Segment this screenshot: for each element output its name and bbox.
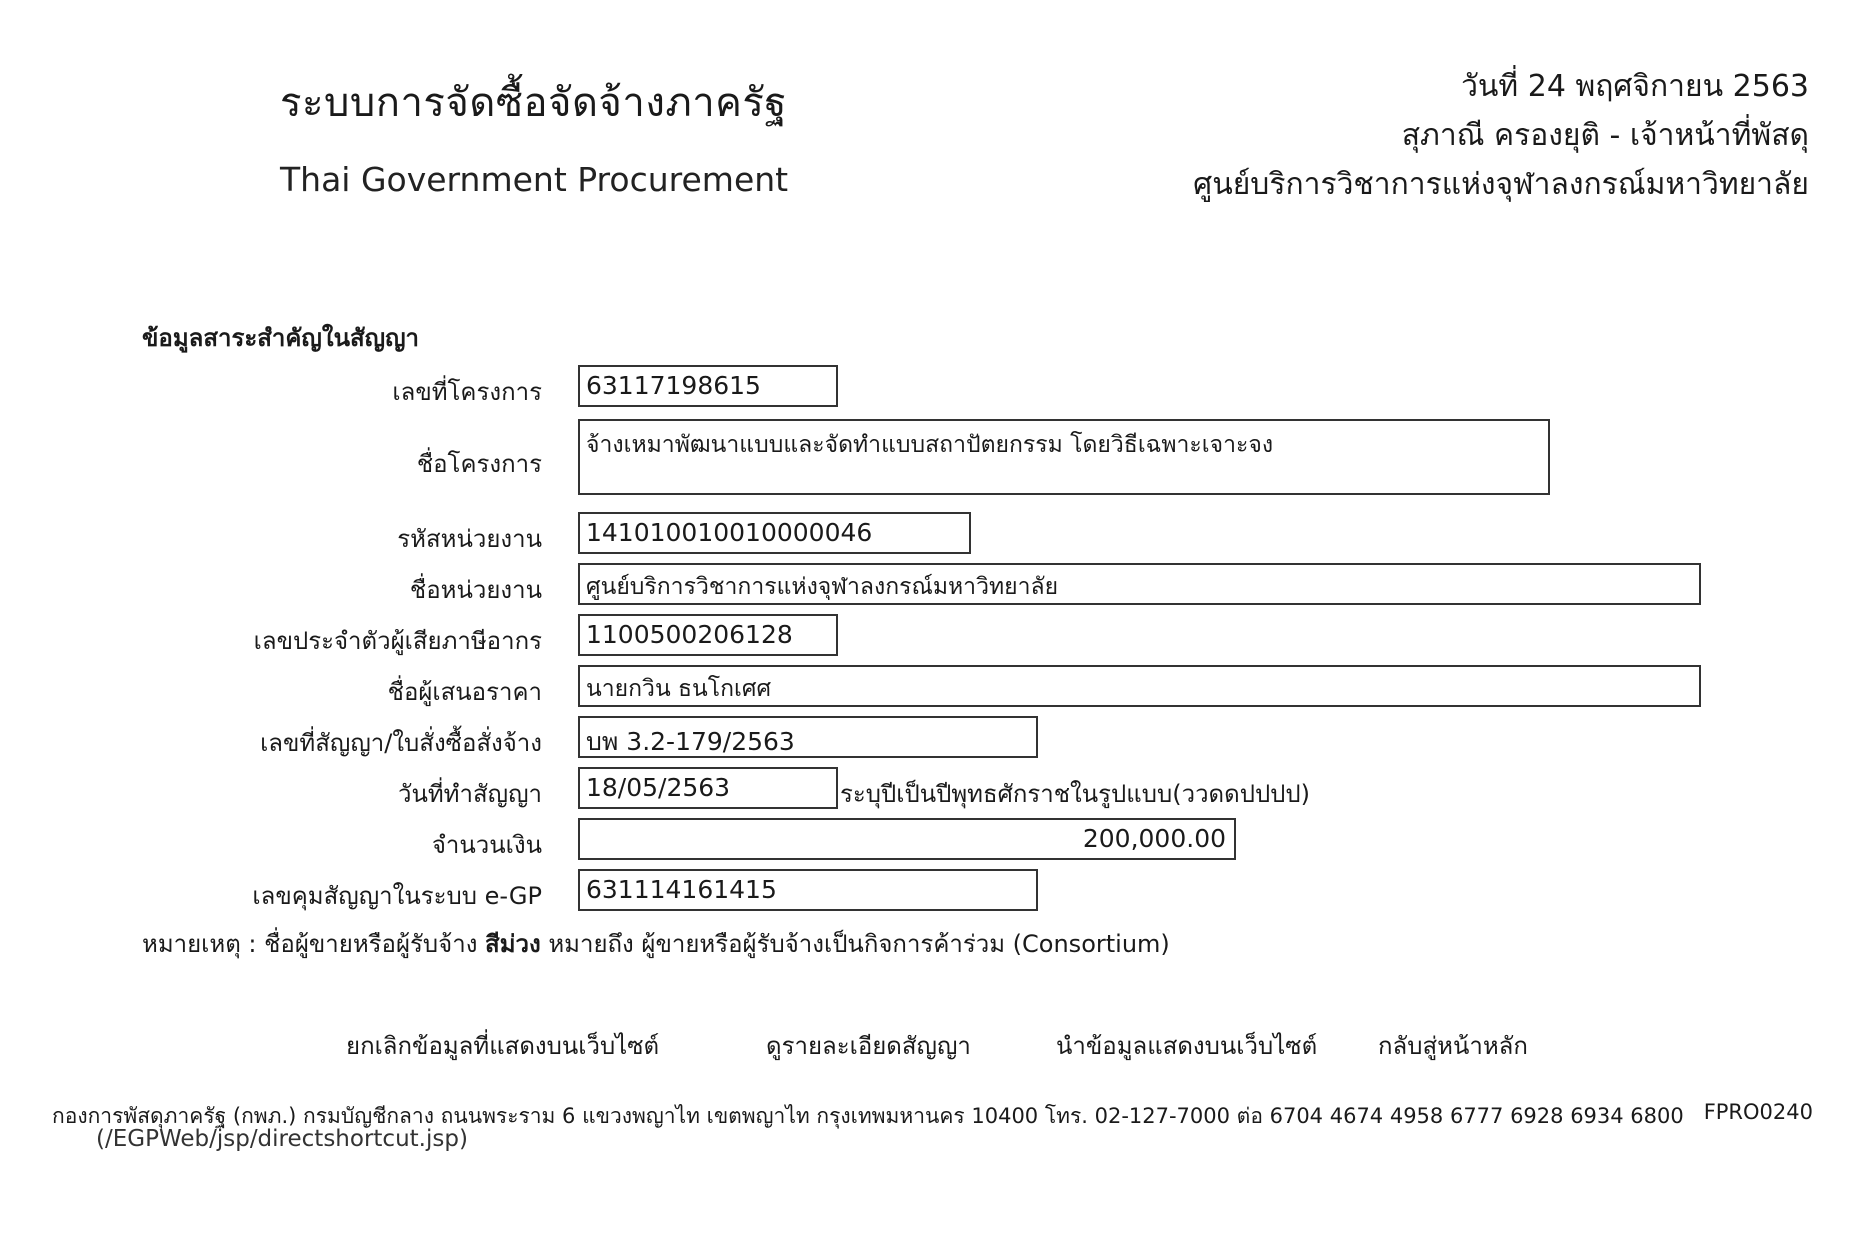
bidder-name-label: ชื่อผู้เสนอราคา xyxy=(387,678,542,706)
amount-label: จำนวนเงิน xyxy=(431,831,542,859)
amount-field[interactable]: 200,000.00 xyxy=(578,818,1236,860)
header-organization: ศูนย์บริการวิชาการแห่งจุฬาลงกรณ์มหาวิทยาลัย xyxy=(1193,167,1809,202)
footer-address: กองการพัสดุภาครัฐ (กพภ.) กรมบัญชีกลาง ถนนพระราม 6 แขวงพญาไท เขตพญาไท กรุงเทพมหานคร 10400 โทร. 02-127-7000 ต่อ 6704 4674 4958 6777 6928 6934 6800 xyxy=(52,1104,1684,1128)
agency-code-field[interactable]: 141010010010000046 xyxy=(578,512,971,554)
project-name-label: ชื่อโครงการ xyxy=(416,450,542,478)
project-no-label: เลขที่โครงการ xyxy=(392,378,542,406)
cancel-publish-link[interactable]: ยกเลิกข้อมูลที่แสดงบนเว็บไซต์ xyxy=(346,1032,660,1060)
contract-date-field[interactable]: 18/05/2563 xyxy=(578,767,838,809)
agency-code-label: รหัสหน่วยงาน xyxy=(397,525,542,553)
section-title: ข้อมูลสาระสำคัญในสัญญา xyxy=(142,324,420,352)
system-title-thai: ระบบการจัดซื้อจัดจ้างภาครัฐ xyxy=(280,80,787,126)
contract-no-field[interactable]: บพ 3.2-179/2563 xyxy=(578,716,1038,758)
system-title-english: Thai Government Procurement xyxy=(280,160,789,199)
tax-id-field[interactable]: 1100500206128 xyxy=(578,614,838,656)
view-contract-link[interactable]: ดูรายละเอียดสัญญา xyxy=(766,1032,971,1060)
bidder-name-field[interactable]: นายกวิน ธนโกเศศ xyxy=(578,665,1701,707)
tax-id-label: เลขประจำตัวผู้เสียภาษีอากร xyxy=(253,627,542,655)
contract-date-label: วันที่ทำสัญญา xyxy=(397,780,542,808)
remark-suffix: หมายถึง ผู้ขายหรือผู้รับจ้างเป็นกิจการค้าร่วม (Consortium) xyxy=(540,930,1170,958)
egp-control-no-field[interactable]: 631114161415 xyxy=(578,869,1038,911)
footer-path: (/EGPWeb/jsp/directshortcut.jsp) xyxy=(96,1126,468,1152)
header-user: สุภาณี ครองยุติ - เจ้าหน้าที่พัสดุ xyxy=(1401,118,1809,153)
consortium-remark xyxy=(142,924,1170,963)
remark-highlight: สีม่วง xyxy=(485,930,541,958)
project-name-field[interactable]: จ้างเหมาพัฒนาแบบและจัดทำแบบสถาปัตยกรรม โดยวิธีเฉพาะเจาะจง xyxy=(578,419,1550,495)
contract-date-hint: ระบุปีเป็นปีพุทธศักราชในรูปแบบ(ววดดปปปป) xyxy=(840,780,1311,808)
publish-link[interactable]: นำข้อมูลแสดงบนเว็บไซต์ xyxy=(1056,1032,1318,1060)
agency-name-label: ชื่อหน่วยงาน xyxy=(409,576,542,604)
project-no-field[interactable]: 63117198615 xyxy=(578,365,838,407)
back-home-link[interactable]: กลับสู่หน้าหลัก xyxy=(1378,1032,1528,1060)
egp-control-no-label: เลขคุมสัญญาในระบบ e-GP xyxy=(252,882,542,910)
header-user-info xyxy=(1193,62,1809,209)
contract-no-label: เลขที่สัญญา/ใบสั่งซื้อสั่งจ้าง xyxy=(260,729,542,757)
header-date: วันที่ 24 พฤศจิกายน 2563 xyxy=(1461,69,1809,104)
agency-name-field[interactable]: ศูนย์บริการวิชาการแห่งจุฬาลงกรณ์มหาวิทยาลัย xyxy=(578,563,1701,605)
remark-prefix: หมายเหตุ : ชื่อผู้ขายหรือผู้รับจ้าง xyxy=(142,930,486,958)
form-code: FPRO0240 xyxy=(1703,1100,1813,1124)
